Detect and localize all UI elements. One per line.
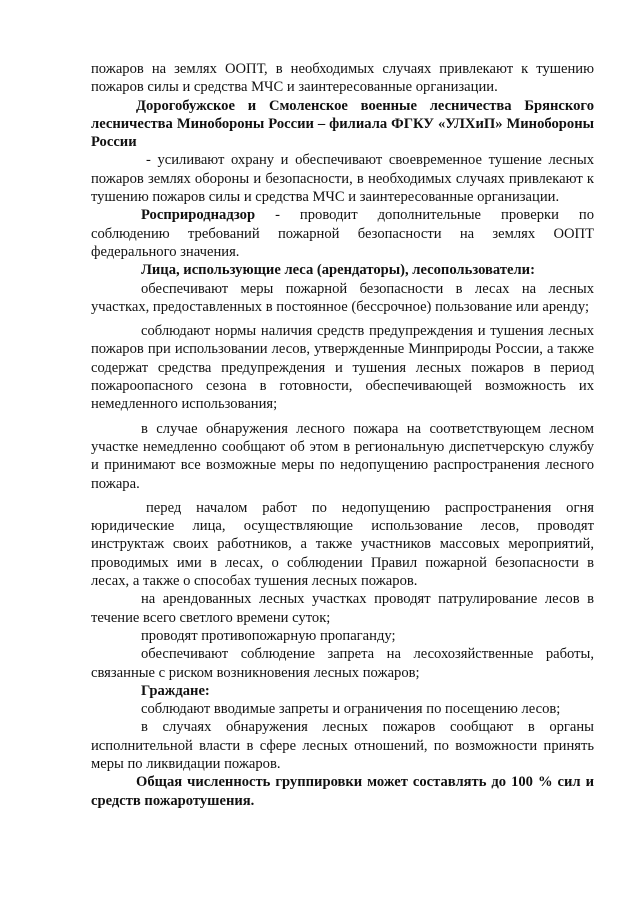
paragraph-equipment-norms: соблюдают нормы наличия средств предупреждения и тушения лесных пожаров при использовании лесов, утвержденные Минприроды России, а также содержат средства предупреждения и тушения лесных пожаров в период пожароопасного сезона в готовности, обеспечивающей возможность их немедленного использования; xyxy=(91,323,594,413)
paragraph-oopt-continuation: пожаров на землях ООПТ, в необходимых случаях привлекают к тушению пожаров силы и средства МЧС и заинтересованные организации. xyxy=(91,61,594,96)
paragraph-briefing: перед началом работ по недопущению распространения огня юридические лица, осуществляющие использование лесов, проводят инструктаж своих работников, а также участников массовых мероприятий, проводимых ими в лесах, о соблюдении Правил пожарной безопасности в лесах, а также о способах тушения лесных пожаров. xyxy=(91,499,594,590)
paragraph-patrolling: на арендованных лесных участках проводят патрулирование лесов в течение всего светлого времени суток; xyxy=(91,591,594,626)
paragraph-citizen-reporting: в случаях обнаружения лесных пожаров сообщают в органы исполнительной власти в сфере лесных отношений, по возможности принять меры по ликвидации пожаров. xyxy=(91,719,594,772)
paragraph-fire-safety-measures: обеспечивают меры пожарной безопасности в лесах на лесных участках, предоставленных в постоянное (бессрочное) пользование или аренду; xyxy=(91,280,594,315)
heading-citizens: Граждане: xyxy=(141,682,210,699)
document-page xyxy=(91,60,594,810)
paragraph-propaganda: проводят противопожарную пропаганду; xyxy=(141,627,396,644)
rosprirodnadzor-label: Росприроднадзор xyxy=(141,207,256,224)
paragraph-citizen-restrictions: соблюдают вводимые запреты и ограничения по посещению лесов; xyxy=(141,701,561,718)
paragraph-rosprirodnadzor: Росприроднадзор - проводит дополнительные проверки по соблюдению требований пожарной безопасности на землях ООПТ федерального значения. xyxy=(91,207,594,260)
heading-military-forestry: Дорогобужское и Смоленское военные лесничества Брянского лесничества Минобороны России – филиала ФГКУ «УЛХиП» Минобороны России xyxy=(91,97,594,151)
paragraph-work-ban: обеспечивают соблюдение запрета на лесохозяйственные работы, связанные с риском возникновения лесных пожаров; xyxy=(91,646,594,681)
heading-forest-users: Лица, использующие леса (арендаторы), лесопользователи: xyxy=(141,262,535,279)
paragraph-military-duties: - усиливают охрану и обеспечивают своевременное тушение лесных пожаров землях обороны и безопасности, в необходимых случаях привлекают к тушению пожаров силы и средства МЧС и заинтересованные организации. xyxy=(91,152,594,206)
paragraph-fire-detection: в случае обнаружения лесного пожара на соответствующем лесном участке немедленно сообщают об этом в региональную диспетчерскую службу и принимают все возможные меры по недопущению распространения лесного пожара. xyxy=(91,420,594,492)
paragraph-total-strength: Общая численность группировки может составлять до 100 % сил и средств пожаротушения. xyxy=(91,774,594,809)
